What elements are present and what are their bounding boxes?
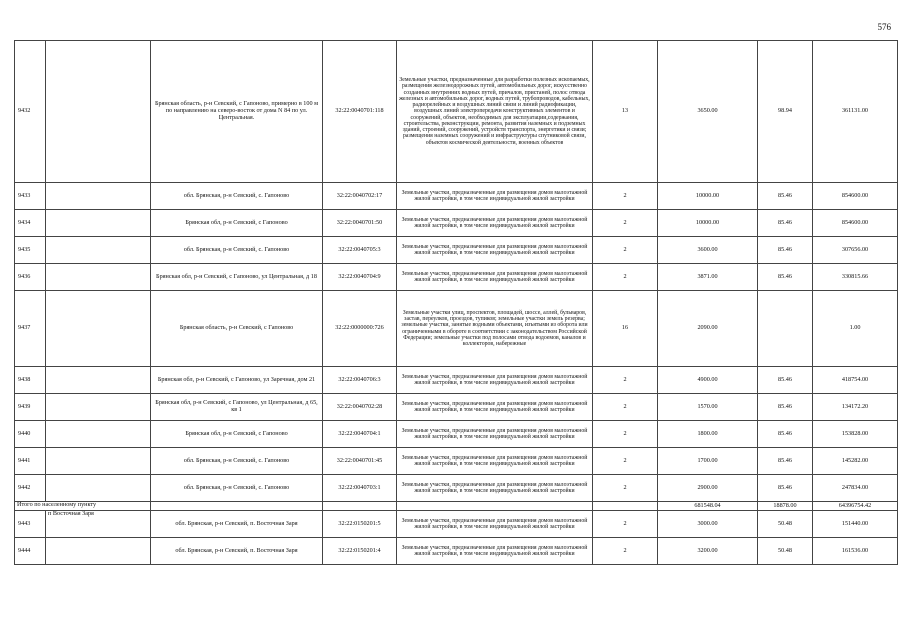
cell-cadastral-number: 32:22:0040702:17 [323, 183, 397, 210]
cell-land-use: Земельные участки, предназначенные для разработки полезных ископаемых, размещения железнодорожных путей, автомобильных дорог, искусственно созданных внутренних водных путей, причалов, пристаней, полос отвода железных и автомобильных дорог, водных путей, трубопроводов, кабельных, радиорелейных и воздушных линий связи и линий радиофикации, воздушных линий электропередачи конструктивных элементов и сооружений, объектов, необходимых для эксплуатации,содержания, строительства, реконструкции, ремонта, развития наземных и подземных зданий, строений, сооружений, устройств транспорта, энергетики и связи; размещения наземных сооружений и инфраструктуры спутниковой связи, объектов космической деятельности, военных объектов [397, 41, 593, 183]
cell-group: 2 [593, 448, 658, 475]
cell-id: 9440 [15, 421, 46, 448]
cell-rate: 85.46 [758, 421, 813, 448]
cell-blank [46, 210, 151, 237]
cell-blank [46, 237, 151, 264]
cell-land-use: Земельные участки, предназначенные для размещения домов малоэтажной жилой застройки, в том числе индивидуальной жилой застройки [397, 511, 593, 538]
cell-id: 9444 [15, 538, 46, 565]
cell-id: 9441 [15, 448, 46, 475]
cell-address: обл. Брянская, р-н Севский, п. Восточная Заря [151, 538, 323, 565]
table-row [15, 183, 898, 210]
cell-area: 3871.00 [658, 264, 758, 291]
cell-value: 145282.00 [813, 448, 898, 475]
cell-blank [46, 367, 151, 394]
cell-value: 361131.00 [813, 41, 898, 183]
cell-id: 9435 [15, 237, 46, 264]
cell-group: 2 [593, 538, 658, 565]
table-row [15, 511, 898, 538]
cell-blank [593, 502, 658, 511]
cell-rate: 85.46 [758, 367, 813, 394]
cell-id: 9438 [15, 367, 46, 394]
table-row [15, 421, 898, 448]
total-row [15, 502, 898, 511]
cell-rate: 85.46 [758, 264, 813, 291]
cell-area: 2900.00 [658, 475, 758, 502]
cell-area: 2090.00 [658, 291, 758, 367]
table-row [15, 475, 898, 502]
cell-land-use: Земельные участки, предназначенные для размещения домов малоэтажной жилой застройки, в том числе индивидуальной жилой застройки [397, 367, 593, 394]
cell-address: Брянская обл, р-н Севский, с Гапоново, ул Центральная, д 65, кв 1 [151, 394, 323, 421]
cell-cadastral-number: 32:22:0150201:5 [323, 511, 397, 538]
cell-value: 307656.00 [813, 237, 898, 264]
cell-blank [46, 475, 151, 502]
cell-blank [46, 421, 151, 448]
cell-address: Брянская обл, р-н Севский, с Гапоново, ул Заречная, дом 21 [151, 367, 323, 394]
cell-group: 2 [593, 210, 658, 237]
cell-area: 10000.00 [658, 210, 758, 237]
table-row [15, 538, 898, 565]
cell-address: обл. Брянская, р-н Севский, с. Гапоново [151, 448, 323, 475]
cell-group: 2 [593, 421, 658, 448]
cell-address: Брянская область, р-н Севский, с Гапоново [151, 291, 323, 367]
table-body [15, 41, 898, 565]
cell-group: 16 [593, 291, 658, 367]
cell-rate: 85.46 [758, 183, 813, 210]
cell-group: 13 [593, 41, 658, 183]
cell-cadastral-number: 32:22:0040703:1 [323, 475, 397, 502]
cell-blank [46, 538, 151, 565]
cell-rate: 85.46 [758, 210, 813, 237]
cell-group: 2 [593, 237, 658, 264]
cell-area: 3000.00 [658, 511, 758, 538]
cell-area: 1570.00 [658, 394, 758, 421]
cell-cadastral-number: 32:22:0040701:118 [323, 41, 397, 183]
cell-value: 330815.66 [813, 264, 898, 291]
cell-blank [397, 502, 593, 511]
cell-cadastral-number: 32:22:0040702:28 [323, 394, 397, 421]
cell-group: 2 [593, 367, 658, 394]
cell-value: 1.00 [813, 291, 898, 367]
cell-value: 854600.00 [813, 183, 898, 210]
cell-address: Брянская обл, р-н Севский, с Гапоново [151, 421, 323, 448]
cell-group: 2 [593, 264, 658, 291]
total-label: Итого по населенному пункту [15, 502, 151, 511]
total-value: 64396754.42 [813, 502, 898, 511]
cell-area: 1800.00 [658, 421, 758, 448]
cell-value: 151440.00 [813, 511, 898, 538]
total-area: 681548.04 [658, 502, 758, 511]
cell-address: обл. Брянская, р-н Севский, с. Гапоново [151, 183, 323, 210]
cell-id: 9433 [15, 183, 46, 210]
cell-land-use: Земельные участки, предназначенные для размещения домов малоэтажной жилой застройки, в том числе индивидуальной жилой застройки [397, 421, 593, 448]
cell-land-use: Земельные участки, предназначенные для размещения домов малоэтажной жилой застройки, в том числе индивидуальной жилой застройки [397, 448, 593, 475]
cell-land-use: Земельные участки улиц, проспектов, площадей, шоссе, аллей, бульваров, застав, переулков, проездов, тупиков; земельные участки земель резерва; земельные участки, занятые водными объектами, изъятыми из оборота или ограниченными в обороте в соответствии с законодательством Российской Федерации; земельные участки под полосами отвода водоемов, каналов и коллекторов, набережные [397, 291, 593, 367]
table-row [15, 41, 898, 183]
total-rate: 18878.00 [758, 502, 813, 511]
cell-address: Брянская обл, р-н Севский, с Гапоново [151, 210, 323, 237]
locality-label: п Восточная Заря [46, 511, 151, 538]
cell-area: 1700.00 [658, 448, 758, 475]
cell-group: 2 [593, 511, 658, 538]
cell-id: 9442 [15, 475, 46, 502]
cell-cadastral-number: 32:22:0000000:726 [323, 291, 397, 367]
cell-area: 3200.00 [658, 538, 758, 565]
cell-land-use: Земельные участки, предназначенные для размещения домов малоэтажной жилой застройки, в том числе индивидуальной жилой застройки [397, 210, 593, 237]
cell-area: 3600.00 [658, 237, 758, 264]
table-row [15, 210, 898, 237]
cell-blank [46, 394, 151, 421]
cell-cadastral-number: 32:22:0040706:3 [323, 367, 397, 394]
cell-cadastral-number: 32:22:0040701:45 [323, 448, 397, 475]
cell-rate: 85.46 [758, 448, 813, 475]
cell-id: 9439 [15, 394, 46, 421]
cell-rate: 50.48 [758, 511, 813, 538]
cell-blank [323, 502, 397, 511]
cell-value: 247834.00 [813, 475, 898, 502]
cell-address: обл. Брянская, р-н Севский, п. Восточная Заря [151, 511, 323, 538]
cell-land-use: Земельные участки, предназначенные для размещения домов малоэтажной жилой застройки, в том числе индивидуальной жилой застройки [397, 264, 593, 291]
page-number: 576 [877, 22, 891, 32]
cell-land-use: Земельные участки, предназначенные для размещения домов малоэтажной жилой застройки, в том числе индивидуальной жилой застройки [397, 394, 593, 421]
cell-blank [46, 291, 151, 367]
table-row [15, 367, 898, 394]
cell-area: 4900.00 [658, 367, 758, 394]
cell-group: 2 [593, 475, 658, 502]
cell-area: 3650.00 [658, 41, 758, 183]
cell-rate: 98.94 [758, 41, 813, 183]
cell-value: 153828.00 [813, 421, 898, 448]
cell-value: 854600.00 [813, 210, 898, 237]
cell-rate: 85.46 [758, 394, 813, 421]
cell-address: обл. Брянская, р-н Севский, с. Гапоново [151, 475, 323, 502]
cell-cadastral-number: 32:22:0040704:9 [323, 264, 397, 291]
cell-group: 2 [593, 394, 658, 421]
cell-address: обл. Брянская, р-н Севский, с. Гапоново [151, 237, 323, 264]
cell-rate [758, 291, 813, 367]
cell-value: 161536.00 [813, 538, 898, 565]
cell-rate: 85.46 [758, 237, 813, 264]
cell-value: 418754.00 [813, 367, 898, 394]
cell-rate: 50.48 [758, 538, 813, 565]
cell-blank [46, 264, 151, 291]
cell-land-use: Земельные участки, предназначенные для размещения домов малоэтажной жилой застройки, в том числе индивидуальной жилой застройки [397, 538, 593, 565]
cell-id: 9436 [15, 264, 46, 291]
cell-cadastral-number: 32:22:0040701:50 [323, 210, 397, 237]
cell-id: 9432 [15, 41, 46, 183]
cell-land-use: Земельные участки, предназначенные для размещения домов малоэтажной жилой застройки, в том числе индивидуальной жилой застройки [397, 183, 593, 210]
table-row [15, 264, 898, 291]
cell-id: 9437 [15, 291, 46, 367]
cell-address: Брянская обл, р-н Севский, с Гапоново, ул Центральная, д 18 [151, 264, 323, 291]
cell-cadastral-number: 32:22:0040705:3 [323, 237, 397, 264]
cell-blank [46, 448, 151, 475]
cell-cadastral-number: 32:22:0040704:1 [323, 421, 397, 448]
table-row [15, 448, 898, 475]
cell-id: 9434 [15, 210, 46, 237]
table-row [15, 237, 898, 264]
cell-blank [151, 502, 323, 511]
cadastral-value-table [14, 40, 898, 565]
table-row [15, 291, 898, 367]
cell-group: 2 [593, 183, 658, 210]
cell-cadastral-number: 32:22:0150201:4 [323, 538, 397, 565]
cell-area: 10000.00 [658, 183, 758, 210]
cell-rate: 85.46 [758, 475, 813, 502]
table-row [15, 394, 898, 421]
cell-land-use: Земельные участки, предназначенные для размещения домов малоэтажной жилой застройки, в том числе индивидуальной жилой застройки [397, 475, 593, 502]
cell-id: 9443 [15, 511, 46, 538]
cell-address: Брянская область, р-н Севский, с Гапоново, примерно в 100 м по направлению на северо-восток от дома N 84 по ул. Центральная. [151, 41, 323, 183]
cell-value: 134172.20 [813, 394, 898, 421]
cell-blank [46, 183, 151, 210]
cell-blank [46, 41, 151, 183]
cell-land-use: Земельные участки, предназначенные для размещения домов малоэтажной жилой застройки, в том числе индивидуальной жилой застройки [397, 237, 593, 264]
